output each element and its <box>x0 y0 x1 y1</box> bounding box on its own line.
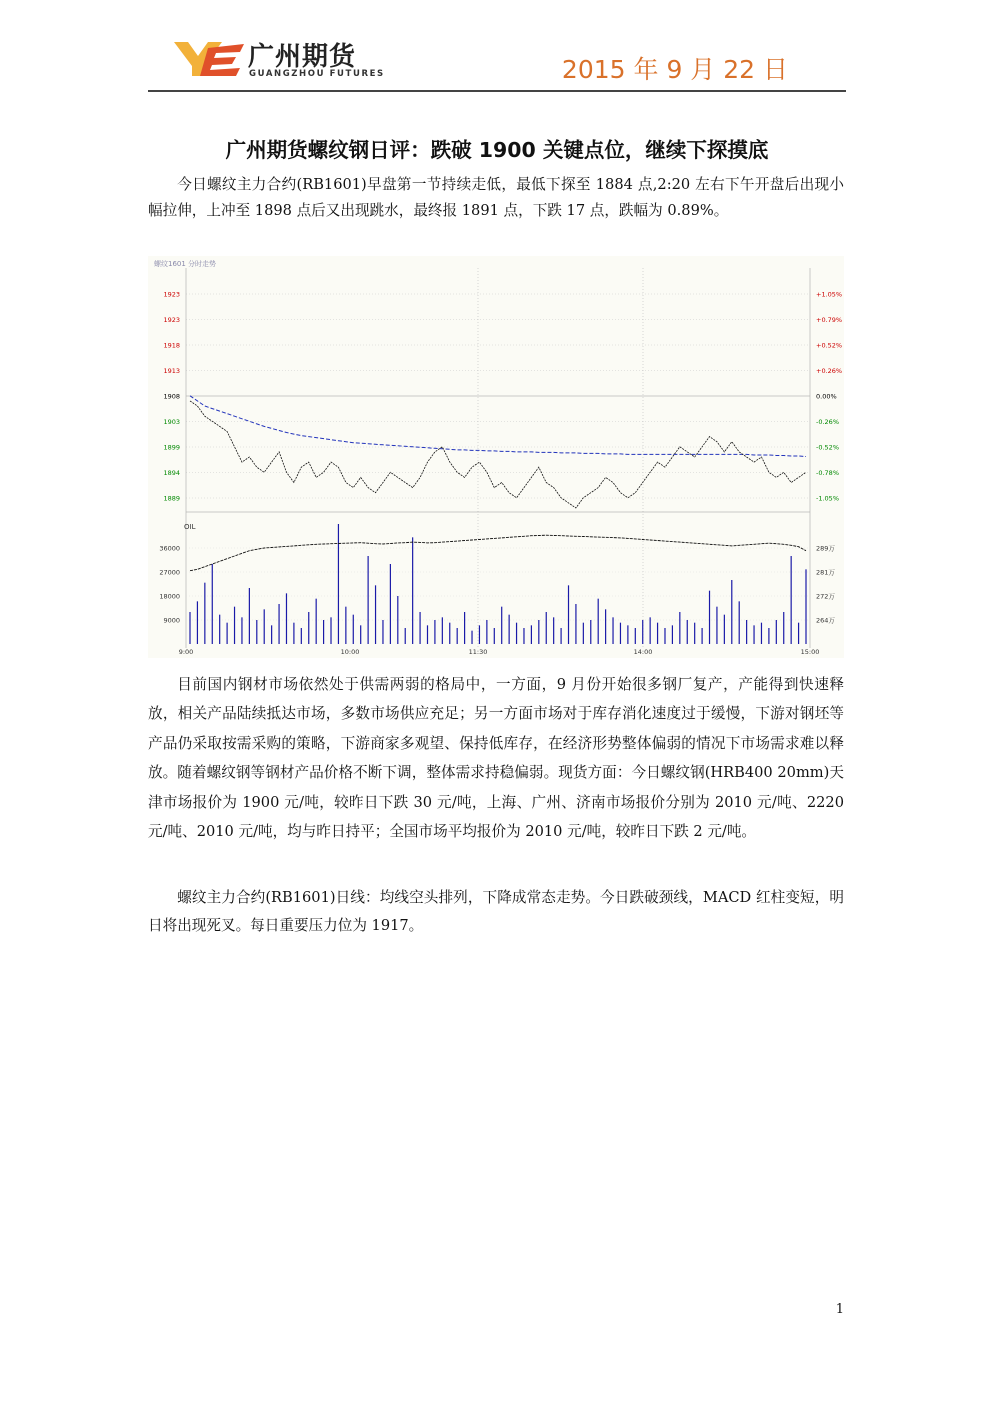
paragraph-market-summary: 今日螺纹主力合约(RB1601)早盘第一节持续走低，最低下探至 1884 点,2:20 左右下午开盘后出现小幅拉伸，上冲至 1898 点后又出现跳水，最终报 1891 点，下跌 17 点，跌幅为 0.89%。 <box>148 176 844 219</box>
volume-axis-label: OIL <box>184 523 196 531</box>
pct-tick-label: -0.26% <box>816 418 839 426</box>
price-tick-label: 1913 <box>163 367 180 375</box>
price-tick-label: 1894 <box>163 469 180 477</box>
page-number: 1 <box>835 1302 844 1317</box>
pct-tick-label: -0.78% <box>816 469 839 477</box>
price-tick-label: 1923 <box>163 290 180 299</box>
chart-title: 螺纹1601 分时走势 <box>154 260 217 268</box>
paragraph-technical: 螺纹主力合约(RB1601)日线：均线空头排列，下降成常态走势。今日跌破颈线，MACD 红柱变短，明日将出现死叉。每日重要压力位为 1917。 <box>148 889 844 934</box>
price-tick-label: 1908 <box>163 392 180 401</box>
company-name-en: GUANGZHOU FUTURES <box>249 69 385 79</box>
oi-tick-label: 289万 <box>816 544 835 553</box>
pct-tick-label: -1.05% <box>816 494 839 503</box>
time-tick-label: 14:00 <box>633 648 653 656</box>
volume-tick-label: 27000 <box>159 568 180 577</box>
oi-tick-label: 272万 <box>816 592 835 601</box>
pct-tick-label: -0.52% <box>816 443 839 452</box>
page-header <box>148 28 846 92</box>
price-tick-label: 1918 <box>163 341 180 350</box>
oi-tick-label: 281万 <box>816 568 835 577</box>
time-tick-label: 15:00 <box>800 648 820 656</box>
oi-tick-label: 264万 <box>816 616 835 625</box>
report-title: 广州期货螺纹钢日评：跌破 1900 关键点位，继续下探摸底 <box>225 138 769 162</box>
pct-tick-label: +1.05% <box>816 290 843 299</box>
volume-tick-label: 18000 <box>159 592 180 601</box>
paragraph-fundamentals: 目前国内钢材市场依然处于供需两弱的格局中，一方面，9 月份开始很多钢厂复产，产能得到快速释放，相关产品陆续抵达市场，多数市场供应充足；另一方面市场对于库存消化速度过于缓慢，下游对钢坯等产品仍采取按需采购的策略，下游商家多观望、保持低库存，在经济形势整体偏弱的情况下市场需求难以释放。随着螺纹钢等钢材产品价格不断下调，整体需求持稳偏弱。现货方面：今日螺纹钢(HRB400 20mm)天津市场报价为 1900 元/吨，较昨日下跌 30 元/吨，上海、广州、济南市场报价分别为 2010 元/吨、2220 元/吨、2010 元/吨，均与昨日持平；全国市场平均报价为 2010 元/吨，较昨日下跌 2 元/吨。 <box>148 676 844 841</box>
guangzhou-futures-logo-icon <box>174 40 244 78</box>
pct-tick-label: +0.52% <box>816 341 843 350</box>
price-tick-label: 1899 <box>163 443 180 452</box>
pct-tick-label: +0.26% <box>816 367 843 375</box>
price-tick-label: 1923 <box>163 316 180 324</box>
price-tick-label: 1889 <box>163 494 180 503</box>
time-tick-label: 9:00 <box>178 648 194 656</box>
intraday-chart <box>148 256 844 658</box>
price-tick-label: 1903 <box>163 418 180 426</box>
pct-tick-label: 0.00% <box>816 392 837 401</box>
pct-tick-label: +0.79% <box>816 316 843 324</box>
volume-tick-label: 36000 <box>159 544 180 553</box>
volume-tick-label: 9000 <box>163 616 180 625</box>
price-axis <box>163 291 180 503</box>
time-tick-label: 10:00 <box>340 648 360 656</box>
report-date: 2015 年 9 月 22 日 <box>561 55 788 84</box>
time-tick-label: 11:30 <box>468 648 488 656</box>
chart-background <box>148 256 844 658</box>
company-name-cn: 广州期货 <box>248 42 357 72</box>
